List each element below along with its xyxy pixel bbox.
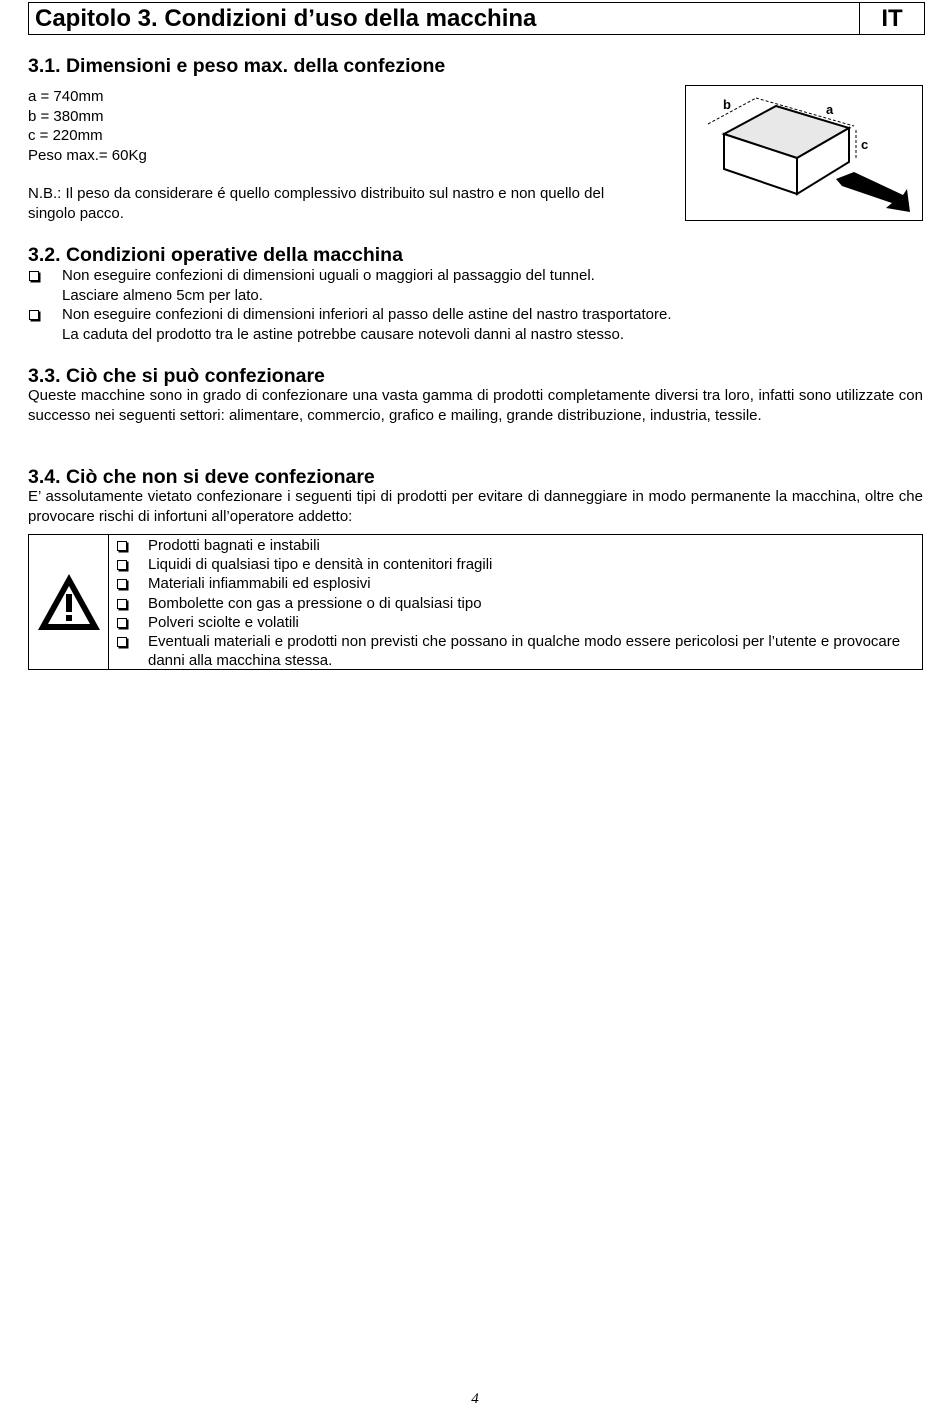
section-3-4-heading: 3.4. Ciò che non si deve confezionare [28, 466, 375, 488]
section-3-3-heading: 3.3. Ciò che si può confezionare [28, 365, 325, 387]
list-item [109, 594, 922, 613]
list-item [109, 632, 922, 670]
list-item-text: Polveri sciolte e volatili [148, 613, 299, 631]
note-line-1: N.B.: Il peso da considerare é quello complessivo distribuito sul nastro e non quello del [28, 185, 605, 202]
dimension-b: b = 380mm [28, 107, 104, 125]
list-item-text: Materiali infiammabili ed esplosivi [148, 575, 371, 593]
checkbox-bullet-icon [117, 541, 127, 551]
list-item-text: Liquidi di qualsiasi tipo e densità in contenitori fragili [148, 556, 493, 574]
note-line-2: singolo pacco. [28, 204, 124, 222]
list-item-text: Bombolette con gas a pressione o di qualsiasi tipo [148, 594, 482, 612]
list-item [109, 613, 922, 632]
checkbox-bullet-icon [117, 579, 127, 589]
max-weight: Peso max.= 60Kg [28, 146, 147, 164]
language-code: IT [859, 3, 924, 34]
chapter-header [28, 2, 925, 35]
list-item [109, 574, 922, 593]
page-number: 4 [471, 1391, 479, 1407]
checkbox-bullet-icon [29, 310, 39, 320]
checkbox-bullet-icon [117, 618, 127, 628]
checkbox-bullet-icon [29, 271, 39, 281]
list-item-text: Lasciare almeno 5cm per lato. [62, 286, 263, 304]
list-item-text: Non eseguire confezioni di dimensioni uguali o maggiori al passaggio del tunnel. [62, 267, 595, 284]
list-item [28, 305, 923, 344]
checkbox-bullet-icon [117, 560, 127, 570]
prohibited-list-cell [109, 535, 922, 669]
section-3-4-text: E’ assolutamente vietato confezionare i seguenti tipi di prodotti per evitare di danneggiare in modo permanente la macchina, oltre che provocare rischi di infortuni all’operatore addetto: [28, 488, 923, 525]
prohibited-products-list [109, 536, 922, 670]
operating-conditions-list [28, 266, 923, 344]
label-c: c [861, 137, 869, 152]
list-item [109, 536, 922, 555]
dimension-a: a = 740mm [28, 88, 104, 105]
dimension-c: c = 220mm [28, 127, 103, 144]
list-item-text: Prodotti bagnati e instabili [148, 537, 320, 554]
prohibited-products-table [28, 534, 923, 670]
checkbox-bullet-icon [117, 599, 127, 609]
label-a: a [826, 102, 834, 117]
list-item-text: La caduta del prodotto tra le astine potrebbe causare notevoli danni al nastro stesso. [62, 325, 625, 343]
section-3-1-heading: 3.1. Dimensioni e peso max. della confezione [28, 55, 446, 77]
list-item [28, 266, 923, 305]
list-item-text: Eventuali materiali e prodotti non previsti che possano in qualche modo essere pericolosi per l’utente e provocare danni alla macchina stessa. [148, 633, 901, 670]
label-b: b [723, 97, 731, 112]
package-box-diagram [686, 86, 922, 220]
warning-triangle-icon [36, 572, 102, 632]
list-item [109, 555, 922, 574]
package-dimensions-figure [685, 85, 923, 221]
section-3-2-heading: 3.2. Condizioni operative della macchina [28, 244, 403, 266]
arrow-icon [836, 172, 910, 212]
chapter-title: Capitolo 3. Condizioni d’uso della macchina [35, 5, 537, 32]
section-3-3-text: Queste macchine sono in grado di confezionare una vasta gamma di prodotti completamente diversi tra loro, infatti sono utilizzate con successo nei seguenti settori: alimentare, commercio, grafico e mailing, grande distribuzione, industria, tessile. [28, 387, 923, 424]
warning-icon-cell [29, 535, 109, 669]
checkbox-bullet-icon [117, 637, 127, 647]
list-item-text: Non eseguire confezioni di dimensioni inferiori al passo delle astine del nastro trasportatore. [62, 306, 672, 323]
